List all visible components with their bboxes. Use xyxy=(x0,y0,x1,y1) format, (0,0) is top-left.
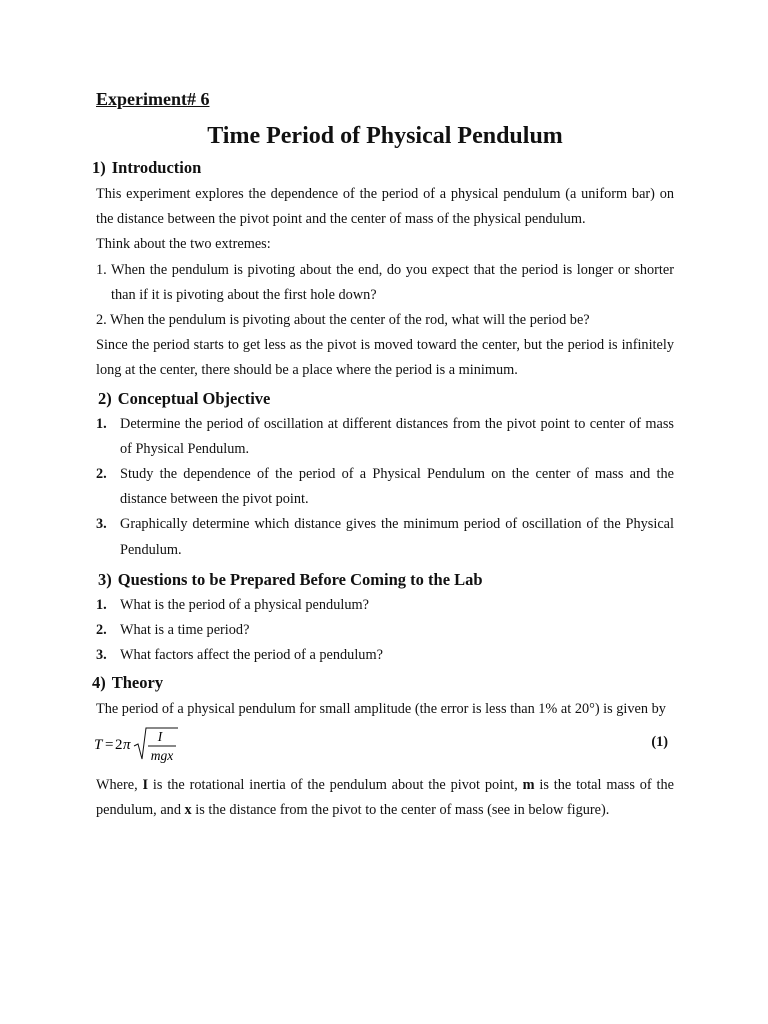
inertia-symbol: I xyxy=(142,776,149,793)
list-item-index: 1. xyxy=(96,415,107,432)
list-item-text: Study the dependence of the period of a Physical Pendulum on the center of mass and the distance between the pivot point. xyxy=(120,466,674,508)
equation-lhs: T xyxy=(94,736,103,753)
objective-list xyxy=(96,412,674,563)
objective-heading xyxy=(98,386,674,412)
list-item-text: What is the period of a physical pendulum? xyxy=(120,596,369,613)
objective-heading-text: Conceptual Objective xyxy=(117,388,271,408)
introduction-heading-text: Introduction xyxy=(111,158,202,177)
introduction-conclusion: Since the period starts to get less as the pivot is moved toward the center, but the period is infinitely long at the center, there should be a place where the period is a minimum. xyxy=(96,337,674,379)
list-item-index: 3. xyxy=(96,647,107,664)
theory-heading xyxy=(92,670,674,696)
list-item xyxy=(96,412,674,462)
mass-symbol: m xyxy=(522,776,535,793)
theory-section xyxy=(92,670,674,823)
equation-denominator: mgx xyxy=(150,747,174,763)
equation-equals: = xyxy=(105,736,114,753)
introduction-number: 1) xyxy=(92,158,106,177)
theory-number: 4) xyxy=(92,673,106,693)
period-equation xyxy=(94,725,194,767)
list-item-text: Determine the period of oscillation at different distances from the pivot point to center of mass of Physical Pendulum. xyxy=(120,415,674,457)
introduction-heading xyxy=(92,155,674,181)
list-item-text: What is a time period? xyxy=(120,622,250,639)
introduction-section xyxy=(92,155,674,384)
equation-numerator: I xyxy=(157,728,163,744)
questions-number: 3) xyxy=(98,569,112,589)
introduction-paragraph: This experiment explores the dependence of the period of a physical pendulum (a uniform bar) on the distance between the pivot point and the center of mass of the physical pendulum. xyxy=(96,186,674,228)
equation-number: (1) xyxy=(651,733,668,750)
equation-pi: π xyxy=(123,736,131,753)
document-title: Time Period of Physical Pendulum xyxy=(207,123,563,149)
list-item xyxy=(96,462,674,512)
introduction-item: 2. When the pendulum is pivoting about the center of the rod, what will the period be? xyxy=(96,312,590,329)
questions-heading-text: Questions to be Prepared Before Coming to the Lab xyxy=(117,569,483,589)
list-item xyxy=(96,618,674,643)
questions-list xyxy=(96,593,674,669)
equation-row xyxy=(96,723,674,771)
equation-coefficient: 2 xyxy=(115,736,123,753)
where-text-4: is the distance from the pivot to the center of mass (see in below figure). xyxy=(191,801,610,818)
list-item-text: What factors affect the period of a pendulum? xyxy=(120,647,383,664)
objective-section xyxy=(96,386,674,563)
list-item-index: 1. xyxy=(96,596,107,613)
introduction-item: 1. When the pendulum is pivoting about the end, do you expect that the period is longer or shorter than if it is pivoting about the first hole down? xyxy=(96,261,674,303)
distance-symbol: x xyxy=(184,801,192,818)
theory-paragraph: The period of a physical pendulum for small amplitude (the error is less than 1% at 20°) is given by xyxy=(96,701,666,718)
list-item-index: 2. xyxy=(96,466,107,483)
where-text-2: is the rotational inertia of the pendulum about the pivot point, xyxy=(148,776,523,793)
where-text-3: is the total mass of the pendulum, and xyxy=(96,776,674,818)
questions-section xyxy=(96,567,674,669)
list-item xyxy=(96,593,674,618)
list-item xyxy=(96,643,674,668)
theory-where-paragraph xyxy=(96,773,674,823)
list-item-text: Graphically determine which distance gives the minimum period of oscillation of the Physical Pendulum. xyxy=(120,516,674,558)
where-text-1: Where, xyxy=(96,776,143,793)
objective-number: 2) xyxy=(98,388,112,408)
document-page xyxy=(92,86,674,823)
list-item xyxy=(96,512,674,562)
experiment-label: Experiment# 6 xyxy=(96,89,210,109)
list-item-index: 3. xyxy=(96,516,107,533)
questions-heading xyxy=(98,567,674,593)
theory-heading-text: Theory xyxy=(111,673,164,693)
list-item-index: 2. xyxy=(96,622,107,639)
introduction-prompt: Think about the two extremes: xyxy=(96,236,271,253)
